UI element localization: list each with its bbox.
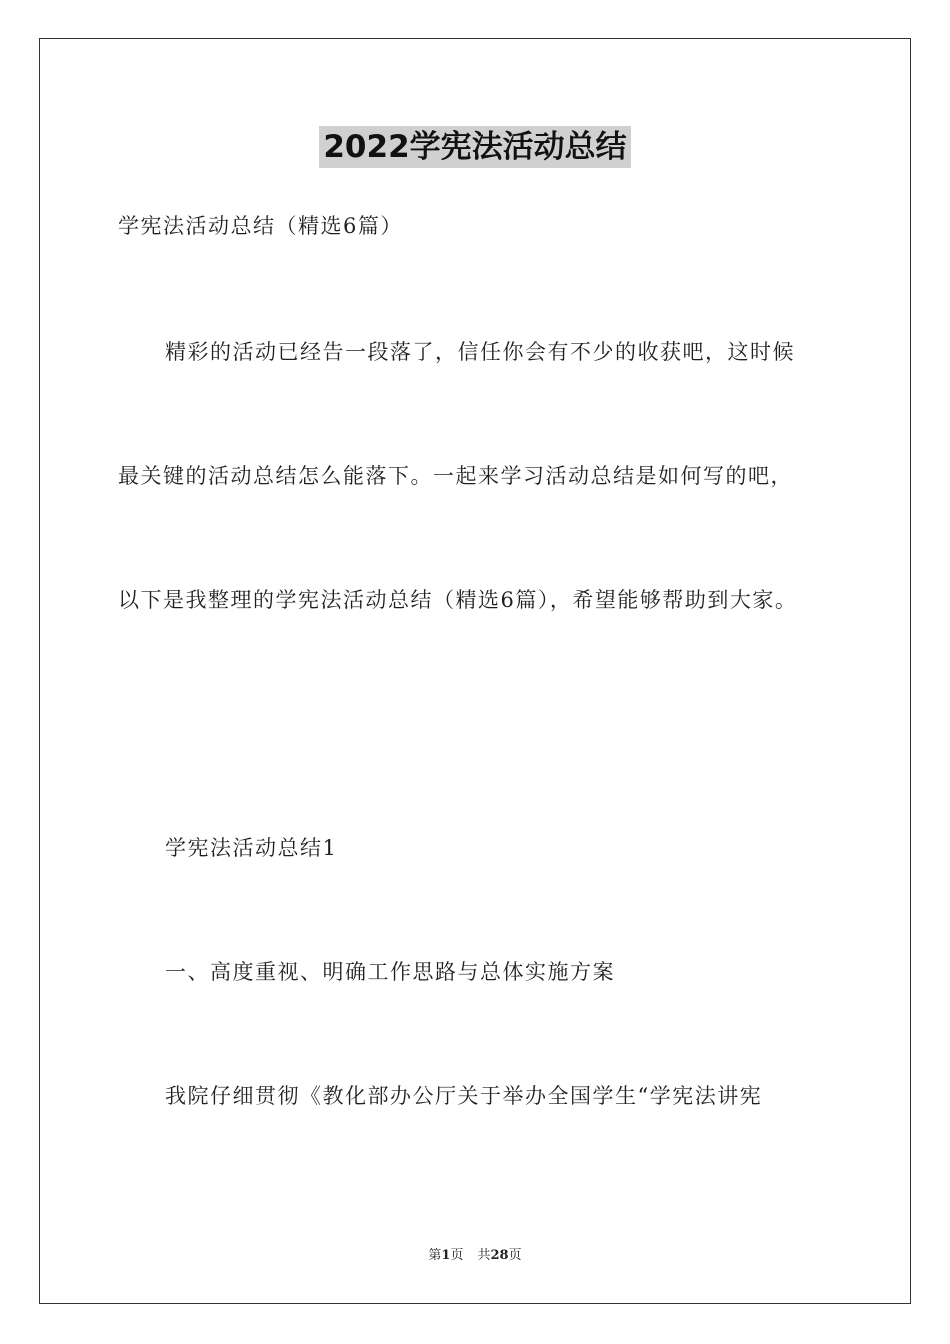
footer-total-prefix: 共 (477, 1248, 491, 1263)
footer-total-unit: 页 (508, 1248, 522, 1263)
footer-page-total: 28 (490, 1248, 509, 1263)
intro-line-2: 最关键的活动总结怎么能落下。一起来学习活动总结是如何写的吧， (118, 464, 793, 488)
title-container (0, 126, 950, 168)
intro-line-3: 以下是我整理的学宪法活动总结（精选6篇），希望能够帮助到大家。 (118, 588, 798, 612)
footer-page-prefix: 第 (428, 1248, 442, 1263)
subsection-heading: 一、高度重视、明确工作思路与总体实施方案 (165, 960, 615, 984)
footer-page-unit: 页 (450, 1248, 464, 1263)
document-title: 2022学宪法活动总结 (319, 126, 630, 168)
body-line-1: 我院仔细贯彻《教化部办公厅关于举办全国学生“学宪法讲宪 (165, 1084, 763, 1108)
section-heading: 学宪法活动总结1 (165, 836, 338, 860)
intro-line-1: 精彩的活动已经告一段落了，信任你会有不少的收获吧，这时候 (165, 340, 795, 364)
footer-page-current: 1 (441, 1248, 451, 1263)
document-subtitle: 学宪法活动总结（精选6篇） (118, 214, 403, 238)
page-footer (0, 1247, 950, 1265)
